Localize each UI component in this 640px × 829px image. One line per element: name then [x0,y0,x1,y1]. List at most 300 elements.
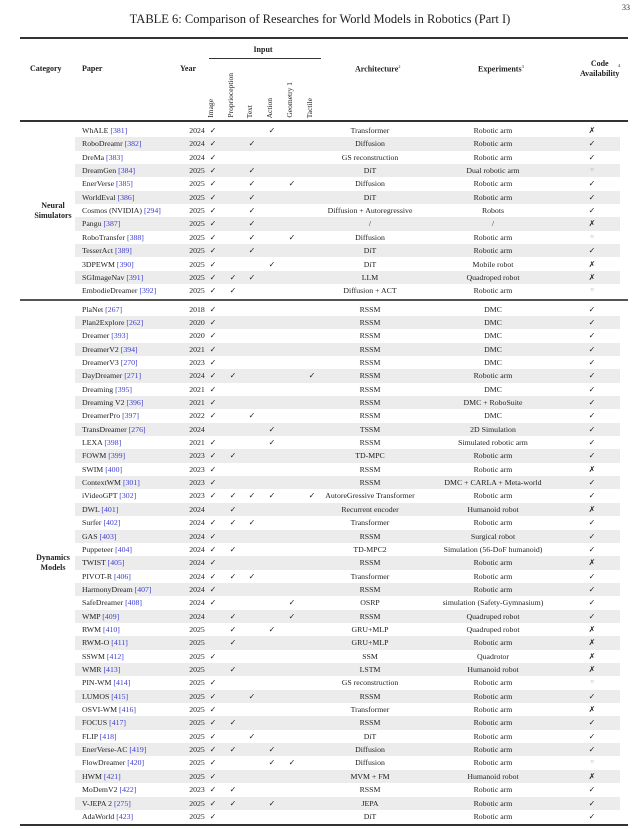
cross-icon: ✗ [588,558,596,568]
paper-name: Plan2Explore [262] [82,317,144,327]
citation-link[interactable]: [400] [105,464,123,474]
paper-name: iVideoGPT [302] [82,491,137,501]
paper-name: LEXA [398] [82,438,122,448]
year-cell: 2025 [189,232,205,242]
citation-link[interactable]: [404] [115,544,133,554]
citation-link[interactable]: [410] [103,624,120,634]
experiments-cell: Robotic arm [473,139,513,149]
experiments-cell: DMC [484,304,502,314]
check-icon: ✓ [588,179,596,189]
citation-link[interactable]: [390] [116,259,134,269]
paper-name: GAS [403] [82,531,117,541]
architecture-cell: Diffusion + Autoregressive [327,206,413,216]
check-icon: ✓ [209,152,217,162]
table-row [75,676,620,689]
header-category: Category [30,64,62,73]
check-icon: ✓ [248,166,256,176]
year-cell: 2021 [189,384,205,394]
citation-link[interactable]: [423] [116,811,134,821]
experiments-cell: Quadrotor [476,651,510,661]
check-icon: ✓ [209,317,217,327]
check-icon: ✓ [588,371,596,381]
experiments-cell: Robotic arm [473,126,513,135]
architecture-cell: RSSM [359,438,381,448]
architecture-cell: RSSM [359,691,381,701]
check-icon: ✓ [588,411,596,421]
citation-link[interactable]: [411] [111,638,128,648]
check-icon: ✓ [229,718,237,728]
check-icon: ✓ [209,491,217,501]
citation-link[interactable]: [419] [129,745,147,755]
check-icon: ✓ [588,491,596,501]
citation-link[interactable]: [409] [102,611,120,621]
citation-link[interactable]: [386] [117,192,135,202]
architecture-cell: MVM + FM [350,771,390,781]
table-row [75,124,620,137]
cross-icon: ✗ [588,651,596,661]
architecture-cell: RSSM [359,611,381,621]
year-cell: 2025 [189,718,205,728]
experiments-cell: Simulated robotic arm [458,438,528,448]
experiments-cell: Humanoid robot [467,771,519,781]
paper-name: Dreaming [395] [82,384,133,394]
check-icon: ✓ [209,798,217,808]
architecture-cell: Diffusion + ACT [343,286,397,296]
year-cell: 2024 [189,558,205,568]
table-row [75,610,620,623]
table-row [75,543,620,556]
year-cell: 2024 [189,611,205,621]
paper-name: SWIM [400] [82,464,123,474]
paper-name: TransDreamer [276] [82,424,146,434]
check-icon: ✓ [209,179,217,189]
check-icon: ✓ [588,798,596,808]
table-row [75,663,620,676]
paper-name: SafeDreamer [408] [82,598,142,608]
experiments-cell: DMC [484,357,502,367]
cross-icon: ✗ [588,504,596,514]
year-cell: 2025 [189,731,205,741]
citation-link[interactable]: [382] [124,139,142,149]
paper-name: 3DPEWM [390] [82,259,134,269]
architecture-cell: RSSM [359,304,381,314]
check-icon: ✓ [209,544,217,554]
architecture-cell: GS reconstruction [341,678,399,688]
table-row [75,756,620,769]
architecture-cell: RSSM [359,464,381,474]
paper-name: DreamerV3 [270] [82,357,138,367]
check-icon: ✓ [268,424,276,434]
experiments-cell: Robotic arm [473,246,513,256]
citation-link[interactable]: [393] [111,331,129,341]
table-row [75,423,620,436]
check-icon: ✓ [248,272,256,282]
experiments-cell: / [491,219,495,229]
check-icon: ✓ [588,398,596,407]
paper-name: DreMa [383] [82,152,123,162]
experiments-cell: Quadruped robot [466,611,520,621]
paper-name: OSVI-WM [416] [82,705,136,715]
check-icon: ✓ [588,478,596,488]
check-icon: ✓ [209,438,217,448]
paper-name: TesserAct [389] [82,246,132,256]
paper-name: PIVOT-R [406] [82,571,131,581]
check-icon: ✓ [248,731,256,741]
architecture-cell: Diffusion [355,139,385,149]
check-icon: ✓ [588,384,596,394]
table-row [75,650,620,663]
citation-link[interactable]: [422] [119,785,137,795]
check-icon: ✓ [248,139,256,149]
check-icon: ✓ [229,544,237,554]
experiments-cell: DMC [484,411,502,421]
year-cell: 2025 [189,678,205,688]
header-input: Input [253,45,273,54]
citation-link[interactable]: [395] [115,384,133,394]
experiments-cell: Robotic arm [473,179,513,189]
citation-link[interactable]: [384] [118,166,136,176]
cross-icon: ✗ [588,259,596,269]
check-icon: ✓ [248,206,256,216]
year-cell: 2021 [189,344,205,354]
input-col-header-proprioception: Proprioception [226,73,235,118]
citation-link[interactable]: [408] [125,598,142,608]
citation-link[interactable]: [417] [109,718,126,728]
citation-link[interactable]: [418] [99,731,117,741]
table-row [75,489,620,502]
check-icon: ✓ [308,491,316,501]
check-icon: ✓ [588,584,596,594]
check-icon: ✓ [209,705,217,715]
paper-name: Pangu [387] [82,219,121,229]
check-icon: ✓ [209,166,217,176]
architecture-cell: TSSM [359,424,381,434]
table-row [75,810,620,823]
citation-link[interactable]: [301] [122,478,140,488]
architecture-cell: DiT [363,166,377,176]
table-row [75,449,620,462]
check-icon: ✓ [248,571,256,581]
table-row [75,204,620,217]
year-cell: 2025 [189,745,205,755]
experiments-cell: Robotic arm [473,518,513,528]
citation-link[interactable]: [387] [103,219,121,229]
check-icon: ✓ [588,785,596,795]
check-icon: ✓ [268,438,276,448]
check-icon: ✓ [209,304,217,314]
header-architecture: Architecture$^2$ [355,64,401,74]
check-icon: ✓ [209,357,217,367]
check-icon: ✓ [209,478,217,488]
year-cell: 2023 [189,478,205,488]
check-icon: ✓ [229,638,237,648]
experiments-cell: Robotic arm [473,571,513,581]
check-icon: ✓ [229,371,237,381]
table-row [75,369,620,382]
experiments-cell: 2D Simulation [470,424,516,434]
experiments-cell: DMC [484,317,502,327]
citation-link[interactable]: [385] [116,179,133,189]
paper-name: RWM [410] [82,624,120,634]
table-row [75,329,620,342]
year-cell: 2024 [189,152,205,162]
citation-link[interactable]: [401] [101,504,119,514]
input-col-header-text: Text [245,104,254,118]
table-row [75,396,620,409]
table-row [75,258,620,271]
check-icon: ✓ [209,219,217,229]
table-row [75,271,620,284]
table-row [75,343,620,356]
paper-name: TWIST [405] [82,558,125,568]
check-icon: ✓ [588,192,596,202]
section-divider [20,299,628,301]
table-row [75,596,620,609]
paper-name: RoboDreamr [382] [82,139,142,149]
citation-link[interactable]: [397] [122,411,139,421]
experiments-cell: Robotic arm [473,286,513,296]
check-icon: ✓ [209,344,217,354]
year-cell: 2024 [189,371,205,381]
check-icon: ✓ [268,491,276,501]
paper-name: Dreamer [393] [82,331,129,341]
citation-link[interactable]: [388] [126,232,144,242]
table-row [75,556,620,569]
cross-icon: ✗ [588,665,596,674]
architecture-cell: TD-MPC2 [353,544,387,554]
citation-link[interactable]: [271] [124,371,142,381]
check-icon: ✓ [209,771,217,781]
paper-name: DreamGen [384] [82,166,136,176]
experiments-cell: Robotic arm [473,558,513,568]
check-icon: ✓ [209,811,217,821]
table-row [75,383,620,396]
citation-link[interactable]: [420] [127,758,145,768]
check-icon: ✓ [229,665,237,674]
table-row [75,191,620,204]
architecture-cell: RSSM [359,785,381,795]
year-cell: 2025 [189,811,205,821]
architecture-cell: RSSM [359,317,381,327]
check-icon: ✓ [588,811,596,821]
year-cell: 2025 [189,624,205,634]
architecture-cell: RSSM [359,384,381,394]
architecture-cell: Recurrent encoder [341,504,399,514]
citation-link[interactable]: [414] [113,678,131,688]
experiments-cell: Simulation (56-DoF humanoid) [443,544,543,554]
citation-link[interactable]: [302] [119,491,137,501]
check-icon: ✓ [229,451,237,461]
check-icon: ✓ [209,272,217,282]
check-icon: ✓ [588,357,596,367]
year-cell: 2023 [189,785,205,795]
check-icon: ✓ [229,624,237,634]
citation-link[interactable]: [262] [126,317,144,327]
citation-link[interactable]: [399] [108,451,126,461]
citation-link[interactable]: [403] [99,531,117,541]
check-icon: ✓ [229,785,237,795]
citation-link[interactable]: [267] [105,304,123,314]
citation-link[interactable]: [391] [126,272,144,282]
check-icon: ✓ [588,598,596,608]
architecture-cell: Transformer [350,705,390,715]
architecture-cell: RSSM [359,531,381,541]
check-icon: ✓ [248,232,256,242]
year-cell: 2022 [189,411,205,421]
paper-name: ContextWM [301] [82,478,140,488]
check-icon: ✓ [209,758,217,768]
citation-link[interactable]: [294] [143,206,161,216]
citation-link[interactable]: [396] [126,398,144,407]
check-icon: ✓ [588,344,596,354]
experiments-cell: Robotic arm [473,758,513,768]
year-cell: 2021 [189,398,205,407]
citation-link[interactable]: [421] [103,771,121,781]
table-caption: TABLE 6: Comparison of Researches for World Models in Robotics (Part I) [129,12,511,26]
year-cell: 2025 [189,638,205,648]
section-divider [20,824,628,826]
table-row [75,356,620,369]
architecture-cell: DiT [363,246,377,256]
table-row [75,151,620,164]
cross-icon: ✗ [588,126,596,135]
year-cell: 2025 [189,651,205,661]
citation-link[interactable]: [402] [103,518,121,528]
citation-link[interactable]: [383] [106,152,123,162]
cross-icon: ✗ [588,638,596,648]
check-icon: ✓ [248,219,256,229]
cross-icon: ✗ [588,272,596,282]
experiments-cell: Robotic arm [473,192,513,202]
paper-name: PlaNet [267] [82,304,123,314]
citation-link[interactable]: [412] [106,651,124,661]
citation-link[interactable]: [413] [103,665,121,674]
header-paper: Paper [82,64,103,73]
experiments-cell: Robots [481,206,505,216]
paper-name: DreamerPro [397] [82,411,139,421]
experiments-cell: simulation (Safety-Gymnasium) [442,598,544,608]
table-row [75,177,620,190]
paper-name: FLIP [418] [82,731,117,741]
architecture-cell: RSSM [359,357,381,367]
citation-link[interactable]: [415] [111,691,129,701]
check-icon: ✓ [288,232,296,242]
table-row [75,476,620,489]
experiments-cell: Robotic arm [473,464,513,474]
check-icon: ✓ [209,398,217,407]
citation-link[interactable]: [275] [113,798,131,808]
citation-link[interactable]: [276] [128,424,146,434]
year-cell: 2025 [189,219,205,229]
check-icon: ✓ [588,518,596,528]
architecture-cell: RSSM [359,331,381,341]
experiments-cell: Quadruped robot [466,624,520,634]
table-row [75,217,620,230]
experiments-cell: Robotic arm [473,811,513,821]
check-icon: ✓ [588,139,596,149]
paper-name: FOCUS [417] [82,718,126,728]
year-cell: 2024 [189,424,205,434]
check-icon: ✓ [209,286,217,296]
year-cell: 2024 [189,544,205,554]
circle-icon: ○ [590,679,594,686]
paper-name: DreamerV2 [394] [82,344,138,354]
check-icon: ✓ [209,678,217,688]
cross-icon: ✗ [588,464,596,474]
experiments-cell: Robotic arm [473,731,513,741]
experiments-cell: Surgical robot [470,531,516,541]
citation-link[interactable]: [389] [115,246,132,256]
citation-link[interactable]: [381] [110,126,128,135]
citation-link[interactable]: [392] [139,286,157,296]
architecture-cell: GRU+MLP [351,624,389,634]
year-cell: 2025 [189,286,205,296]
citation-link[interactable]: [416] [119,705,136,715]
citation-link[interactable]: [398] [104,438,122,448]
table-row [75,244,620,257]
citation-link[interactable]: [406] [114,571,131,581]
paper-name: MoDemV2 [422] [82,785,137,795]
paper-name: RoboTransfer [388] [82,232,144,242]
architecture-cell: RSSM [359,371,381,381]
check-icon: ✓ [268,126,276,135]
check-icon: ✓ [588,317,596,327]
citation-link[interactable]: [270] [120,357,138,367]
architecture-cell: Diffusion [355,232,385,242]
experiments-cell: Robotic arm [473,232,513,242]
architecture-cell: DiT [363,731,377,741]
citation-link[interactable]: [407] [134,584,152,594]
check-icon: ✓ [248,411,256,421]
check-icon: ✓ [229,611,237,621]
year-cell: 2025 [189,179,205,189]
check-icon: ✓ [288,598,296,608]
experiments-cell: Humanoid robot [467,665,519,674]
check-icon: ✓ [248,691,256,701]
circle-icon: ○ [590,759,594,766]
architecture-cell: TD-MPC [355,451,385,461]
architecture-cell: RSSM [359,478,381,488]
check-icon: ✓ [229,504,237,514]
citation-link[interactable]: [394] [120,344,138,354]
check-icon: ✓ [588,246,596,256]
check-icon: ✓ [209,464,217,474]
check-icon: ✓ [588,531,596,541]
check-icon: ✓ [209,126,217,135]
check-icon: ✓ [209,232,217,242]
architecture-cell: Diffusion [355,745,385,755]
check-icon: ✓ [209,192,217,202]
architecture-cell: RSSM [359,718,381,728]
check-icon: ✓ [288,179,296,189]
check-icon: ✓ [588,451,596,461]
table-row [75,703,620,716]
table-row [75,730,620,743]
check-icon: ✓ [248,491,256,501]
check-icon: ✓ [588,331,596,341]
experiments-cell: Robotic arm [473,798,513,808]
citation-link[interactable]: [405] [107,558,125,568]
table-row [75,623,620,636]
paper-name: FOWM [399] [82,451,126,461]
check-icon: ✓ [588,206,596,216]
experiments-cell: Humanoid robot [467,504,519,514]
year-cell: 2023 [189,357,205,367]
check-icon: ✓ [248,192,256,202]
year-cell: 2024 [189,571,205,581]
check-icon: ✓ [209,745,217,755]
architecture-cell: RSSM [359,558,381,568]
